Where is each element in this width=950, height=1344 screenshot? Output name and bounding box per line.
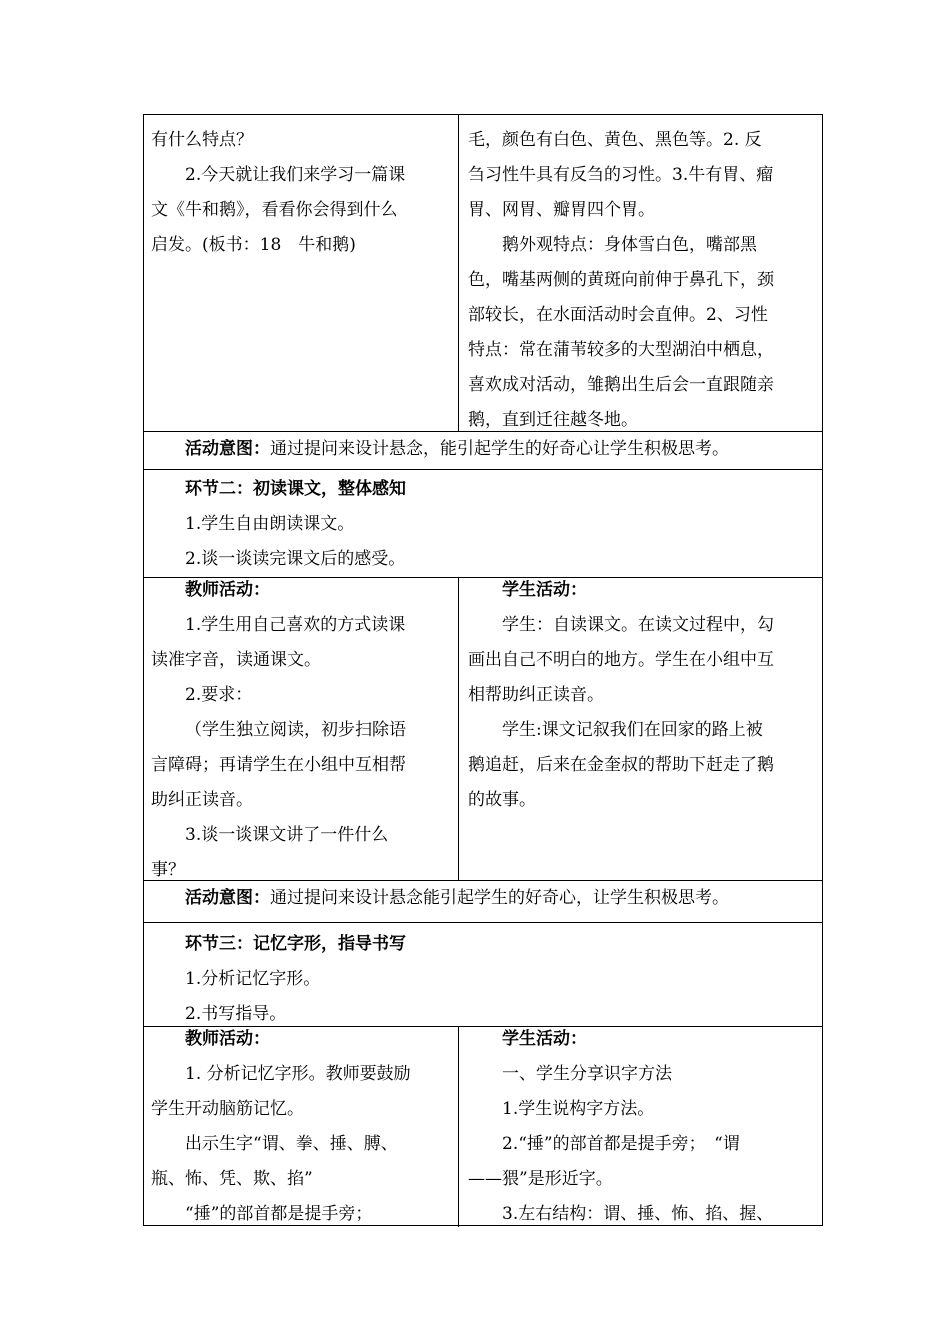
text-line: 事？ <box>151 860 185 880</box>
text-line: 学生:课文记叙我们在回家的路上被 <box>502 720 763 740</box>
text-line: 1.学生用自己喜欢的方式读课 <box>185 615 406 635</box>
section-2-student-cell <box>468 573 818 818</box>
text-line: 刍习性牛具有反刍的习性。3.牛有胃、瘤 <box>468 165 774 185</box>
text-line: 2.要求： <box>185 685 253 705</box>
text-line: 的故事。 <box>468 790 536 810</box>
text-line: 2.“捶”的部首都是提手旁； “谓 <box>502 1134 740 1154</box>
column-divider <box>458 115 459 432</box>
student-activity-label: 学生活动： <box>502 1029 587 1049</box>
text-line: “捶”的部首都是提手旁； <box>185 1204 373 1224</box>
teacher-activity-label: 教师活动： <box>185 580 270 600</box>
section-2-item: 2.谈一谈读完课文后的感受。 <box>185 549 406 569</box>
text-line: 读准字音，读通课文。 <box>151 650 321 670</box>
text-line: 瓶、怖、凭、欺、掐” <box>151 1169 313 1189</box>
row-section-2-activities <box>143 577 823 880</box>
section-3-teacher-cell <box>151 1022 453 1232</box>
text-line: 部较长，在水面活动时会直伸。2、习性 <box>468 305 768 325</box>
text-line: 3.左右结构：谓、捶、怖、掐、握、 <box>502 1204 774 1224</box>
text-line: 1.学生说构字方法。 <box>502 1099 655 1119</box>
column-divider <box>458 578 459 881</box>
text-line: 鹅外观特点：身体雪白色，嘴部黑 <box>502 235 757 255</box>
text-line: ——猥”是形近字。 <box>468 1169 613 1189</box>
text-line: 有什么特点？ <box>151 130 253 150</box>
row-section-3-heading <box>143 922 823 1026</box>
section-2-teacher-cell <box>151 573 453 888</box>
text-line: 喜欢成对活动，雏鹅出生后会一直跟随亲 <box>468 375 774 395</box>
text-line: 相帮助纠正读音。 <box>468 685 604 705</box>
text-line: 学生开动脑筋记忆。 <box>151 1099 304 1119</box>
intent-cell <box>151 881 811 916</box>
row-intro-activities <box>143 114 823 431</box>
section-3-heading-cell <box>151 927 811 1032</box>
text-line: 画出自己不明白的地方。学生在小组中互 <box>468 650 774 670</box>
row-activity-intent-1 <box>143 431 823 469</box>
text-line: 助纠正读音。 <box>151 790 253 810</box>
text-line: 学生：自读课文。在读文过程中，勾 <box>502 615 774 635</box>
section-2-heading-cell <box>151 472 811 577</box>
section-3-item: 1.分析记忆字形。 <box>185 969 321 989</box>
intro-teacher-cell <box>151 123 453 263</box>
row-section-2-heading <box>143 469 823 577</box>
text-line: 鹅追赶，后来在金奎叔的帮助下赶走了鹅 <box>468 755 774 775</box>
intent-text: 通过提问来设计悬念，能引起学生的好奇心让学生积极思考。 <box>270 439 729 459</box>
text-line: 一、学生分享识字方法 <box>502 1064 672 1084</box>
text-line: 文《牛和鹅》，看看你会得到什么 <box>151 200 398 220</box>
text-line: 2.今天就让我们来学习一篇课 <box>185 165 406 185</box>
row-section-3-activities <box>143 1026 823 1226</box>
section-2-title: 环节二：初读课文，整体感知 <box>185 479 406 499</box>
student-activity-label: 学生活动： <box>502 580 587 600</box>
lesson-plan-table <box>143 114 823 1226</box>
text-line: 1. 分析记忆字形。教师要鼓励 <box>185 1064 411 1084</box>
section-2-item: 1.学生自由朗读课文。 <box>185 514 355 534</box>
text-line: 3.谈一谈课文讲了一件什么 <box>185 825 389 845</box>
intro-student-cell <box>468 123 818 438</box>
text-line: 鹅，直到迁往越冬地。 <box>468 410 638 430</box>
section-3-item: 2.书写指导。 <box>185 1004 287 1024</box>
intent-label: 活动意图： <box>185 888 270 908</box>
text-line: （学生独立阅读，初步扫除语 <box>185 720 406 740</box>
teacher-activity-label: 教师活动： <box>185 1029 270 1049</box>
text-line: 毛，颜色有白色、黄色、黑色等。2. 反 <box>468 130 762 150</box>
section-3-title: 环节三：记忆字形，指导书写 <box>185 934 406 954</box>
text-line: 出示生字“谓、拳、捶、膊、 <box>185 1134 398 1154</box>
activity-intent-1 <box>151 432 811 467</box>
text-line: 言障碍；再请学生在小组中互相帮 <box>151 755 406 775</box>
intent-text: 通过提问来设计悬念能引起学生的好奇心，让学生积极思考。 <box>270 888 729 908</box>
row-activity-intent-2 <box>143 880 823 922</box>
activity-intent-2 <box>151 881 811 916</box>
intent-label: 活动意图： <box>185 439 270 459</box>
section-3-student-cell <box>468 1022 818 1232</box>
intent-cell <box>151 432 811 467</box>
text-line: 色，嘴基两侧的黄斑向前伸于鼻孔下，颈 <box>468 270 774 290</box>
text-line: 特点：常在蒲苇较多的大型湖泊中栖息， <box>468 340 774 360</box>
text-line: 胃、网胃、瓣胃四个胃。 <box>468 200 655 220</box>
column-divider <box>458 1027 459 1227</box>
text-line: 启发。(板书：18 牛和鹅) <box>151 235 356 255</box>
